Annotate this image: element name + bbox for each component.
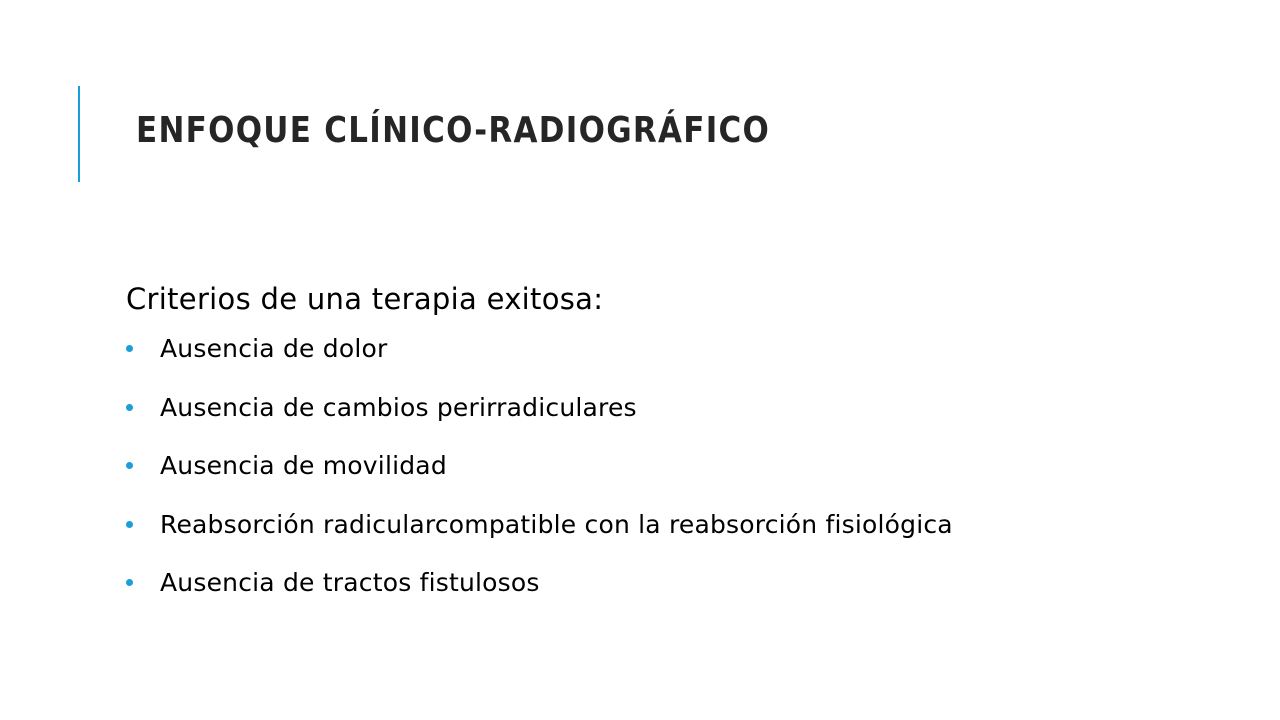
bullet-text: Reabsorción radicularcompatible con la reabsorción fisiológica xyxy=(160,509,953,539)
bullet-item xyxy=(126,451,1226,510)
bullet-text: Ausencia de cambios perirradiculares xyxy=(160,392,637,422)
bullet-dot-icon xyxy=(126,579,133,586)
bullet-dot-icon xyxy=(126,462,133,469)
slide-content xyxy=(126,276,1226,627)
slide-title: ENFOQUE CLÍNICO-RADIOGRÁFICO xyxy=(136,110,771,151)
bullet-text: Ausencia de dolor xyxy=(160,334,388,363)
bullet-dot-icon xyxy=(126,345,133,352)
bullet-list xyxy=(126,334,1226,627)
bullet-item xyxy=(126,393,1226,452)
intro-text: Criterios de una terapia exitosa: xyxy=(126,282,604,316)
bullet-text: Ausencia de tractos fistulosos xyxy=(160,568,540,597)
bullet-item xyxy=(126,568,1226,627)
title-accent-bar xyxy=(78,86,80,182)
bullet-dot-icon xyxy=(126,404,133,411)
bullet-dot-icon xyxy=(126,521,133,528)
bullet-item xyxy=(126,334,1226,393)
bullet-item xyxy=(126,510,1226,569)
bullet-text: Ausencia de movilidad xyxy=(160,451,447,480)
